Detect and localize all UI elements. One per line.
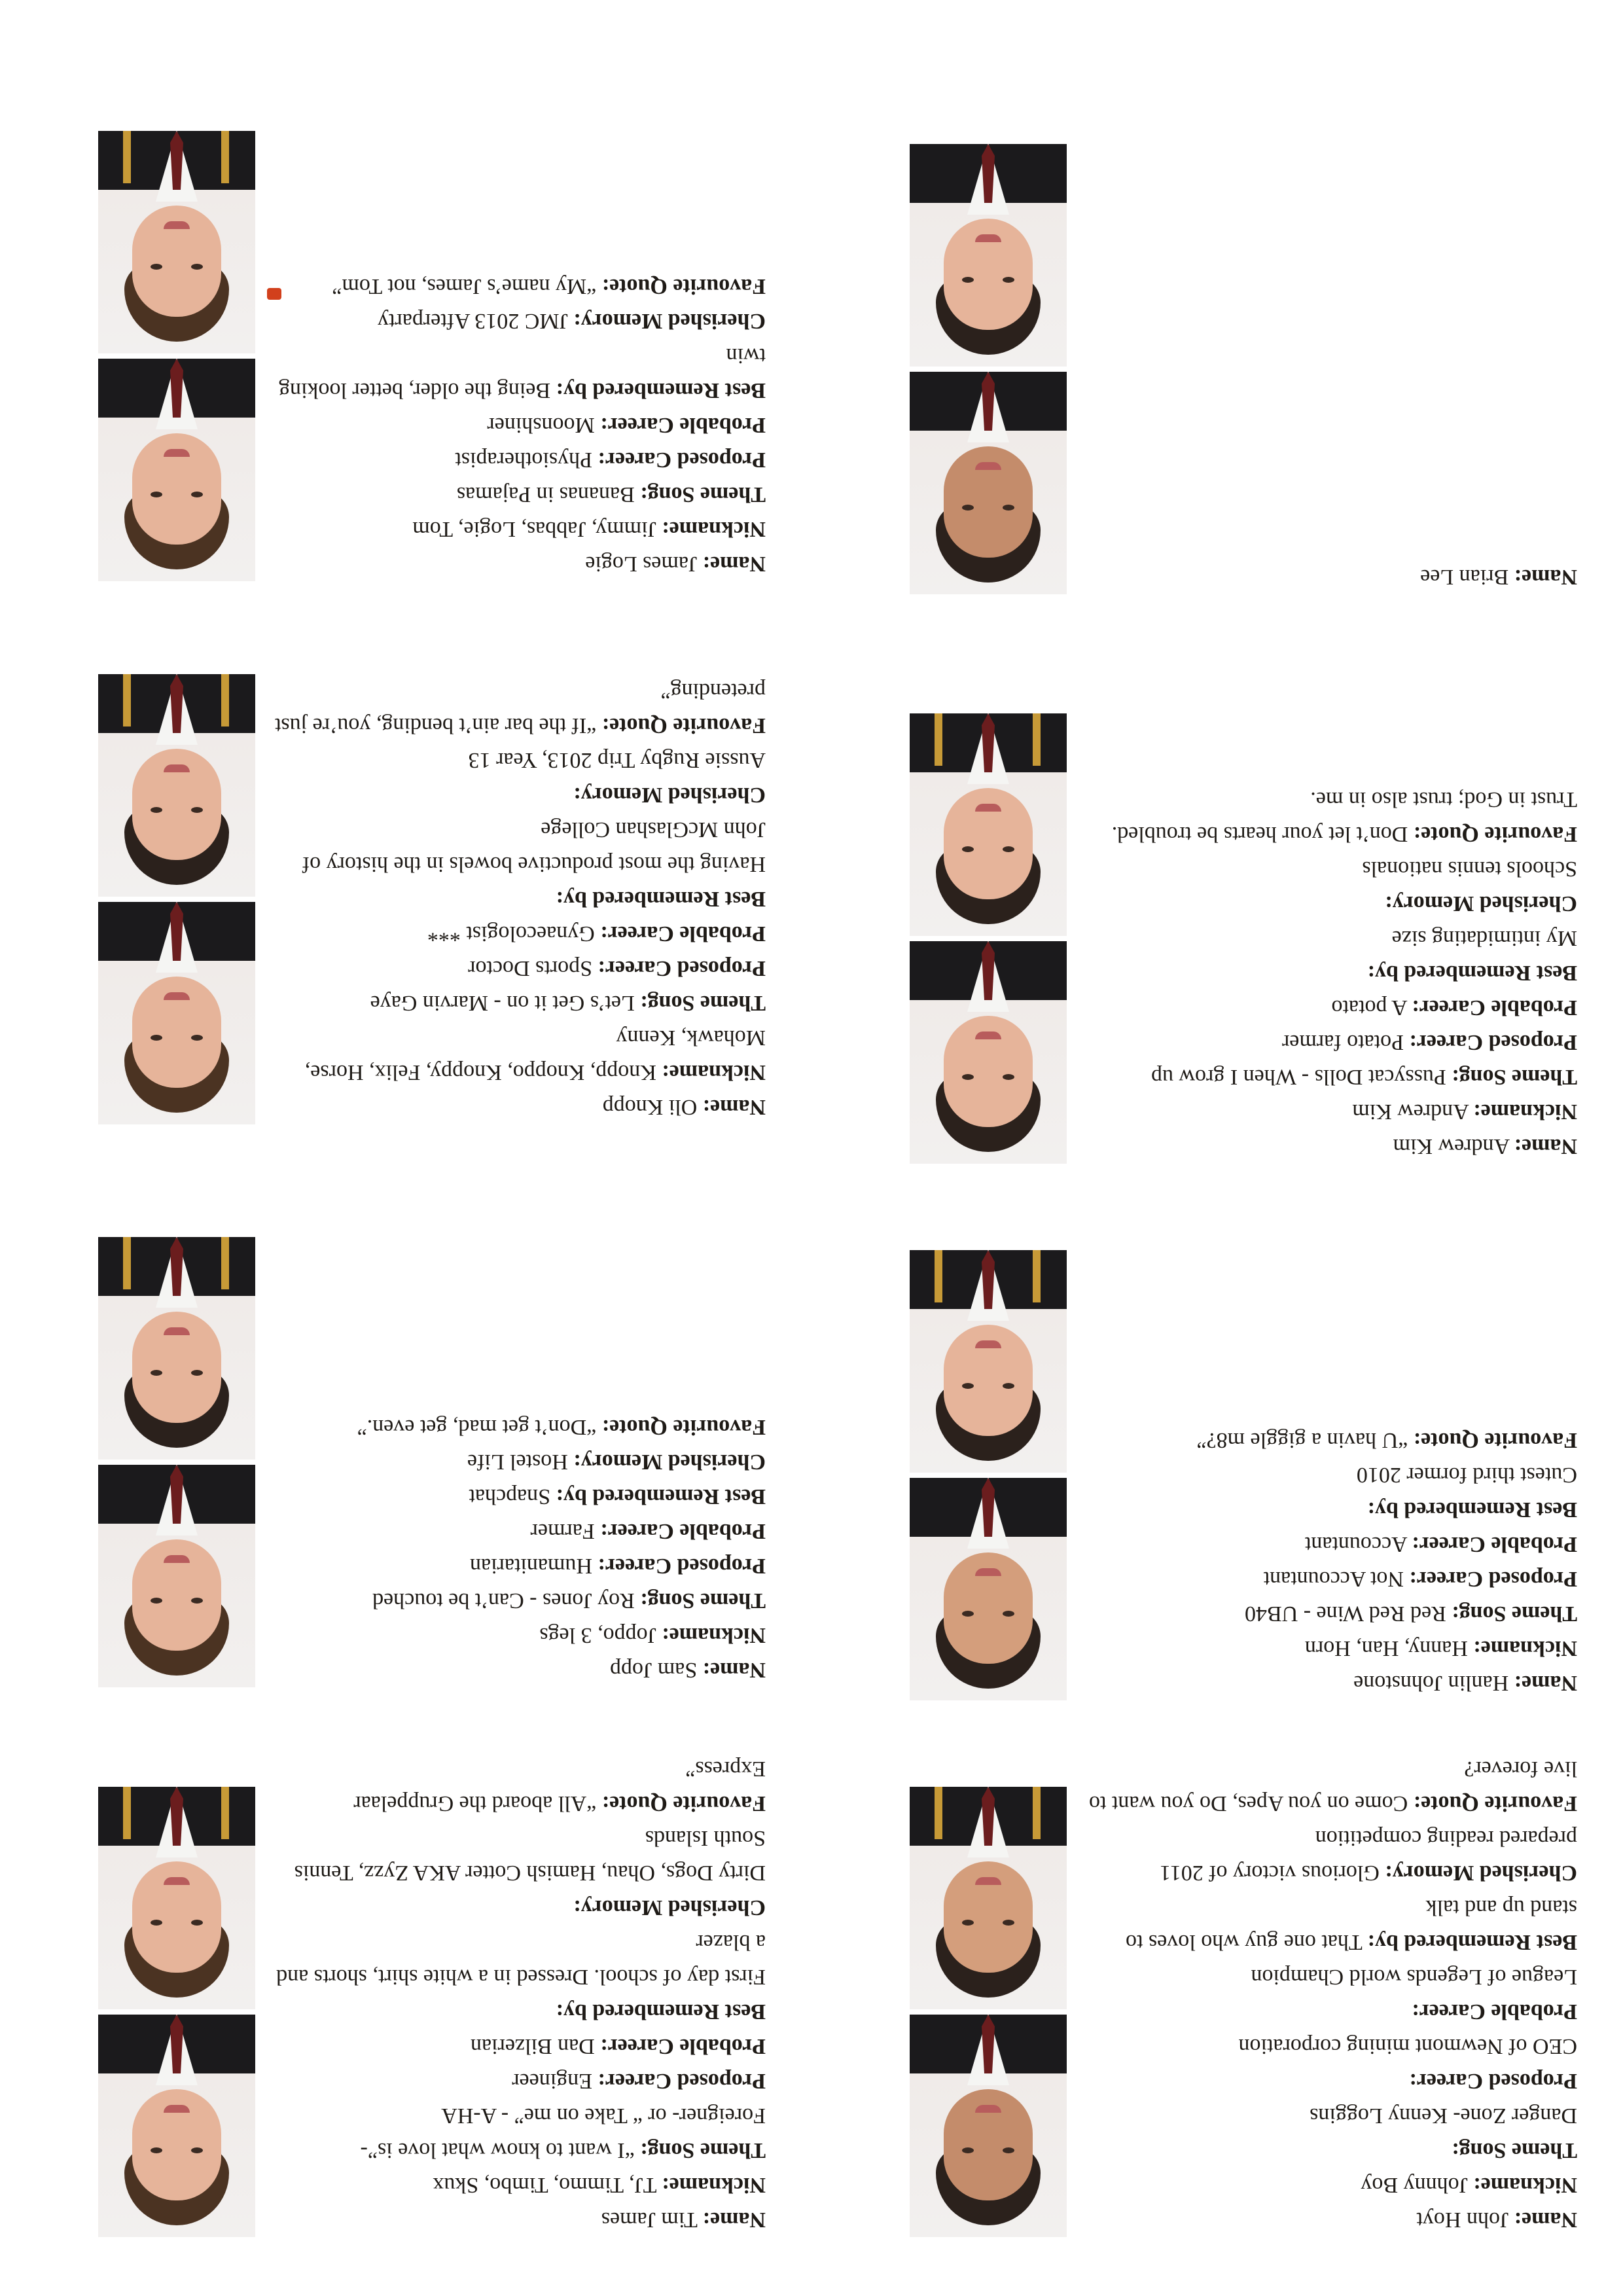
- favourite-quote-label: Favourite Quote:: [1413, 821, 1577, 846]
- proposed-career-label: Proposed Career:: [1409, 1030, 1577, 1054]
- entry-text: [1080, 782, 1577, 1164]
- junior-photo: [98, 2015, 255, 2237]
- name-label: Name:: [1514, 1134, 1577, 1158]
- senior-photo: [98, 1787, 255, 2009]
- cherished-memory-label: Cherished Memory:: [573, 1895, 766, 1920]
- theme-song-value: Let’s Get it on - Marvin Gaye: [370, 990, 635, 1015]
- nickname-label: Nickname:: [662, 1060, 766, 1085]
- favourite-quote-value: “All aboard the Gruppelaar Express”: [353, 1756, 766, 1816]
- best-remembered-label: Best Remembered by:: [556, 1999, 766, 2024]
- favourite-quote-label: Favourite Quote:: [601, 1414, 766, 1439]
- photo-pair: [92, 126, 255, 581]
- nickname-value: TJ, Timmo, Timbo, Skux: [433, 2172, 657, 2197]
- favourite-quote-value: Come on you Apes, Do you want to live forever?: [1088, 1756, 1577, 1816]
- proposed-career-value: Potato farmer: [1281, 1030, 1404, 1054]
- proposed-career-label: Proposed Career:: [1409, 2068, 1577, 2093]
- probable-career-label: Probable Career:: [600, 412, 766, 437]
- junior-photo: [910, 941, 1067, 1164]
- name-label: Name:: [1514, 1671, 1577, 1695]
- student-name: Brian Lee: [1420, 565, 1509, 589]
- student-name: Hanlin Johnstone: [1353, 1671, 1509, 1695]
- nickname-value: Andrew Kim: [1352, 1099, 1469, 1124]
- nickname-value: Joppo, 3 legs: [539, 1623, 656, 1647]
- theme-song-label: Theme Song:: [640, 1588, 766, 1613]
- theme-song-label: Theme Song:: [1452, 1601, 1577, 1626]
- best-remembered-label: Best Remembered by:: [1367, 960, 1577, 985]
- senior-photo: [910, 1250, 1067, 1473]
- proposed-career-value: Humanitarian: [470, 1553, 592, 1578]
- nickname-label: Nickname:: [662, 516, 766, 541]
- entry-text: [268, 1410, 766, 1687]
- best-remembered-value: Snapchat: [469, 1484, 551, 1509]
- favourite-quote-value: “U havin a giggle m8?”: [1196, 1427, 1408, 1452]
- theme-song-value: “I want to know what love is”-Foreigner- or “ Take on me” - A-HA: [360, 2103, 766, 2162]
- cherished-memory-label: Cherished Memory:: [1385, 891, 1577, 916]
- favourite-quote-label: Favourite Quote:: [1413, 1427, 1577, 1452]
- best-remembered-label: Best Remembered by:: [556, 378, 766, 403]
- nickname-label: Nickname:: [1473, 2172, 1577, 2197]
- photo-pair: [903, 139, 1067, 594]
- cherished-memory-value: Aussie Rugby Trip 2013, Year 13: [468, 747, 766, 772]
- name-label: Name:: [702, 2208, 766, 2232]
- student-name: Tim James: [601, 2208, 698, 2232]
- cherished-memory-label: Cherished Memory:: [573, 1449, 766, 1474]
- probable-career-label: Probable Career:: [600, 1518, 766, 1543]
- theme-song-value: Danger Zone- Kenny Loggins: [1310, 2103, 1577, 2128]
- probable-career-value: A potato: [1331, 995, 1408, 1020]
- probable-career-label: Probable Career:: [1412, 1999, 1577, 2024]
- cherished-memory-label: Cherished Memory:: [573, 782, 766, 807]
- probable-career-value: Dan Bilzerian: [471, 2034, 595, 2058]
- senior-photo: [910, 713, 1067, 936]
- photo-pair: [92, 669, 255, 1124]
- student-name: Andrew Kim: [1393, 1134, 1510, 1158]
- name-label: Name:: [702, 1658, 766, 1682]
- best-remembered-label: Best Remembered by:: [1367, 1497, 1577, 1522]
- cherished-memory-label: Cherished Memory:: [1385, 1860, 1577, 1885]
- probable-career-value: Farmer: [530, 1518, 595, 1543]
- student-entry: [903, 640, 1577, 1164]
- theme-song-label: Theme Song:: [640, 990, 766, 1015]
- student-entry: [92, 1164, 766, 1687]
- name-label: Name:: [702, 1095, 766, 1119]
- nickname-label: Nickname:: [662, 2172, 766, 2197]
- right-column: [46, 0, 766, 2296]
- entry-text: [268, 1751, 766, 2237]
- student-name: John Hoyt: [1416, 2208, 1509, 2232]
- cherished-memory-value: Glorious victory of 2011 prepared reading competition: [1159, 1825, 1577, 1885]
- cherished-memory-value: Schools tennis nationals: [1362, 856, 1577, 881]
- nickname-label: Nickname:: [1473, 1636, 1577, 1660]
- probable-career-value: Gynaecologist ***: [427, 921, 595, 946]
- proposed-career-label: Proposed Career:: [597, 2068, 766, 2093]
- favourite-quote-label: Favourite Quote:: [1413, 1791, 1577, 1816]
- name-label: Name:: [1514, 565, 1577, 589]
- proposed-career-label: Proposed Career:: [597, 956, 766, 980]
- probable-career-label: Probable Career:: [1412, 1532, 1577, 1556]
- junior-photo: [98, 359, 255, 581]
- left-column: [857, 0, 1577, 2296]
- junior-photo: [910, 2015, 1067, 2237]
- student-entry: [903, 71, 1577, 594]
- best-remembered-value: My intimidating size: [1391, 925, 1577, 950]
- theme-song-label: Theme Song:: [1452, 2138, 1577, 2162]
- student-entry: [92, 58, 766, 581]
- student-entry: [903, 1713, 1577, 2237]
- theme-song-value: Pussycat Dolls - When I grow up: [1151, 1064, 1446, 1089]
- proposed-career-label: Proposed Career:: [1409, 1566, 1577, 1591]
- student-entry: [92, 1713, 766, 2237]
- junior-photo: [910, 372, 1067, 594]
- proposed-career-value: Sports Doctor: [468, 956, 592, 980]
- senior-photo: [910, 1787, 1067, 2009]
- nickname-value: Hanny, Han, Horn: [1304, 1636, 1468, 1660]
- proposed-career-value: Physiotherapist: [455, 447, 592, 472]
- favourite-quote-value: “If the bar ain’t bending, you’re just pretending”: [275, 678, 766, 738]
- best-remembered-value: First day of school. Dressed in a white shirt, shorts and a blazer: [276, 1929, 766, 1989]
- favourite-quote-value: “My name’s James, not Tom”: [332, 274, 597, 298]
- theme-song-value: Roy Jones - Can’t be touched: [372, 1588, 635, 1613]
- probable-career-label: Probable Career:: [600, 921, 766, 946]
- proposed-career-label: Proposed Career:: [597, 447, 766, 472]
- student-name: James Logie: [585, 552, 698, 576]
- theme-song-value: Red Red Wine - UB40: [1245, 1601, 1446, 1626]
- senior-photo: [98, 131, 255, 353]
- cherished-memory-value: JMC 2013 Afterparty: [377, 308, 568, 333]
- scan-mark: [267, 288, 281, 300]
- best-remembered-value: Having the most productive bowels in the history of John McGlashan College: [302, 817, 766, 876]
- senior-photo: [98, 1237, 255, 1460]
- probable-career-value: Moonshiner: [487, 412, 595, 437]
- photo-pair: [903, 708, 1067, 1164]
- student-name: Sam Jopp: [610, 1658, 698, 1682]
- junior-photo: [98, 902, 255, 1124]
- favourite-quote-value: “Don’t get mad, get even.”: [357, 1414, 597, 1439]
- best-remembered-label: Best Remembered by:: [556, 1484, 766, 1509]
- probable-career-value: League of Legends world Champion: [1251, 1964, 1577, 1989]
- favourite-quote-label: Favourite Quote:: [601, 274, 766, 298]
- best-remembered-value: Cutest third former 2010: [1356, 1462, 1577, 1487]
- name-label: Name:: [1514, 2208, 1577, 2232]
- entry-text: [1080, 1423, 1577, 1700]
- entry-text: [1080, 1751, 1577, 2237]
- photo-pair: [92, 1782, 255, 2237]
- entry-text: [1080, 560, 1577, 594]
- proposed-career-value: Engineer: [512, 2068, 592, 2093]
- probable-career-label: Probable Career:: [600, 2034, 766, 2058]
- probable-career-value: Accountant: [1304, 1532, 1408, 1556]
- photo-pair: [92, 1232, 255, 1687]
- name-label: Name:: [702, 552, 766, 576]
- nickname-value: Knopp, Knoppo, Knoppy, Felix, Horse, Mohawk, Kenny: [304, 1025, 766, 1085]
- student-name: Oli Knopp: [602, 1095, 698, 1119]
- nickname-value: Jimmy, Jabbas, Logie, Tom: [412, 516, 656, 541]
- proposed-career-label: Proposed Career:: [597, 1553, 766, 1578]
- proposed-career-value: Not Accountant: [1263, 1566, 1404, 1591]
- nickname-label: Nickname:: [662, 1623, 766, 1647]
- senior-photo: [98, 674, 255, 897]
- photo-pair: [903, 1782, 1067, 2237]
- theme-song-label: Theme Song:: [1452, 1064, 1577, 1089]
- theme-song-value: Bananas in Pajamas: [456, 482, 635, 507]
- theme-song-label: Theme Song:: [640, 2138, 766, 2162]
- cherished-memory-label: Cherished Memory:: [573, 308, 766, 333]
- best-remembered-value: That one guy who loves to stand up and talk: [1126, 1895, 1577, 1954]
- theme-song-label: Theme Song:: [640, 482, 766, 507]
- best-remembered-label: Best Remembered by:: [556, 886, 766, 911]
- senior-photo: [910, 144, 1067, 367]
- nickname-value: Johnny Boy: [1361, 2172, 1468, 2197]
- nickname-label: Nickname:: [1473, 1099, 1577, 1124]
- best-remembered-label: Best Remembered by:: [1367, 1929, 1577, 1954]
- best-remembered-value: Being the older, better looking twin: [279, 343, 766, 403]
- student-entry: [903, 1177, 1577, 1700]
- entry-text: [268, 269, 766, 581]
- junior-photo: [910, 1478, 1067, 1700]
- entry-text: [268, 673, 766, 1124]
- junior-photo: [98, 1465, 255, 1687]
- favourite-quote-label: Favourite Quote:: [601, 1791, 766, 1816]
- photo-pair: [903, 1245, 1067, 1700]
- student-entry: [92, 601, 766, 1124]
- proposed-career-value: CEO of Newmont mining corporation: [1238, 2034, 1577, 2058]
- probable-career-label: Probable Career:: [1412, 995, 1577, 1020]
- cherished-memory-value: Dirty Dogs, Ohau, Hamish Cotter AKA Zyzz, Tennis South Islands: [294, 1825, 766, 1885]
- favourite-quote-label: Favourite Quote:: [601, 713, 766, 738]
- favourite-quote-value: Don’t let your hearts be troubled. Trust in God; trust also in me.: [1111, 787, 1577, 846]
- cherished-memory-value: Hostel Life: [467, 1449, 568, 1474]
